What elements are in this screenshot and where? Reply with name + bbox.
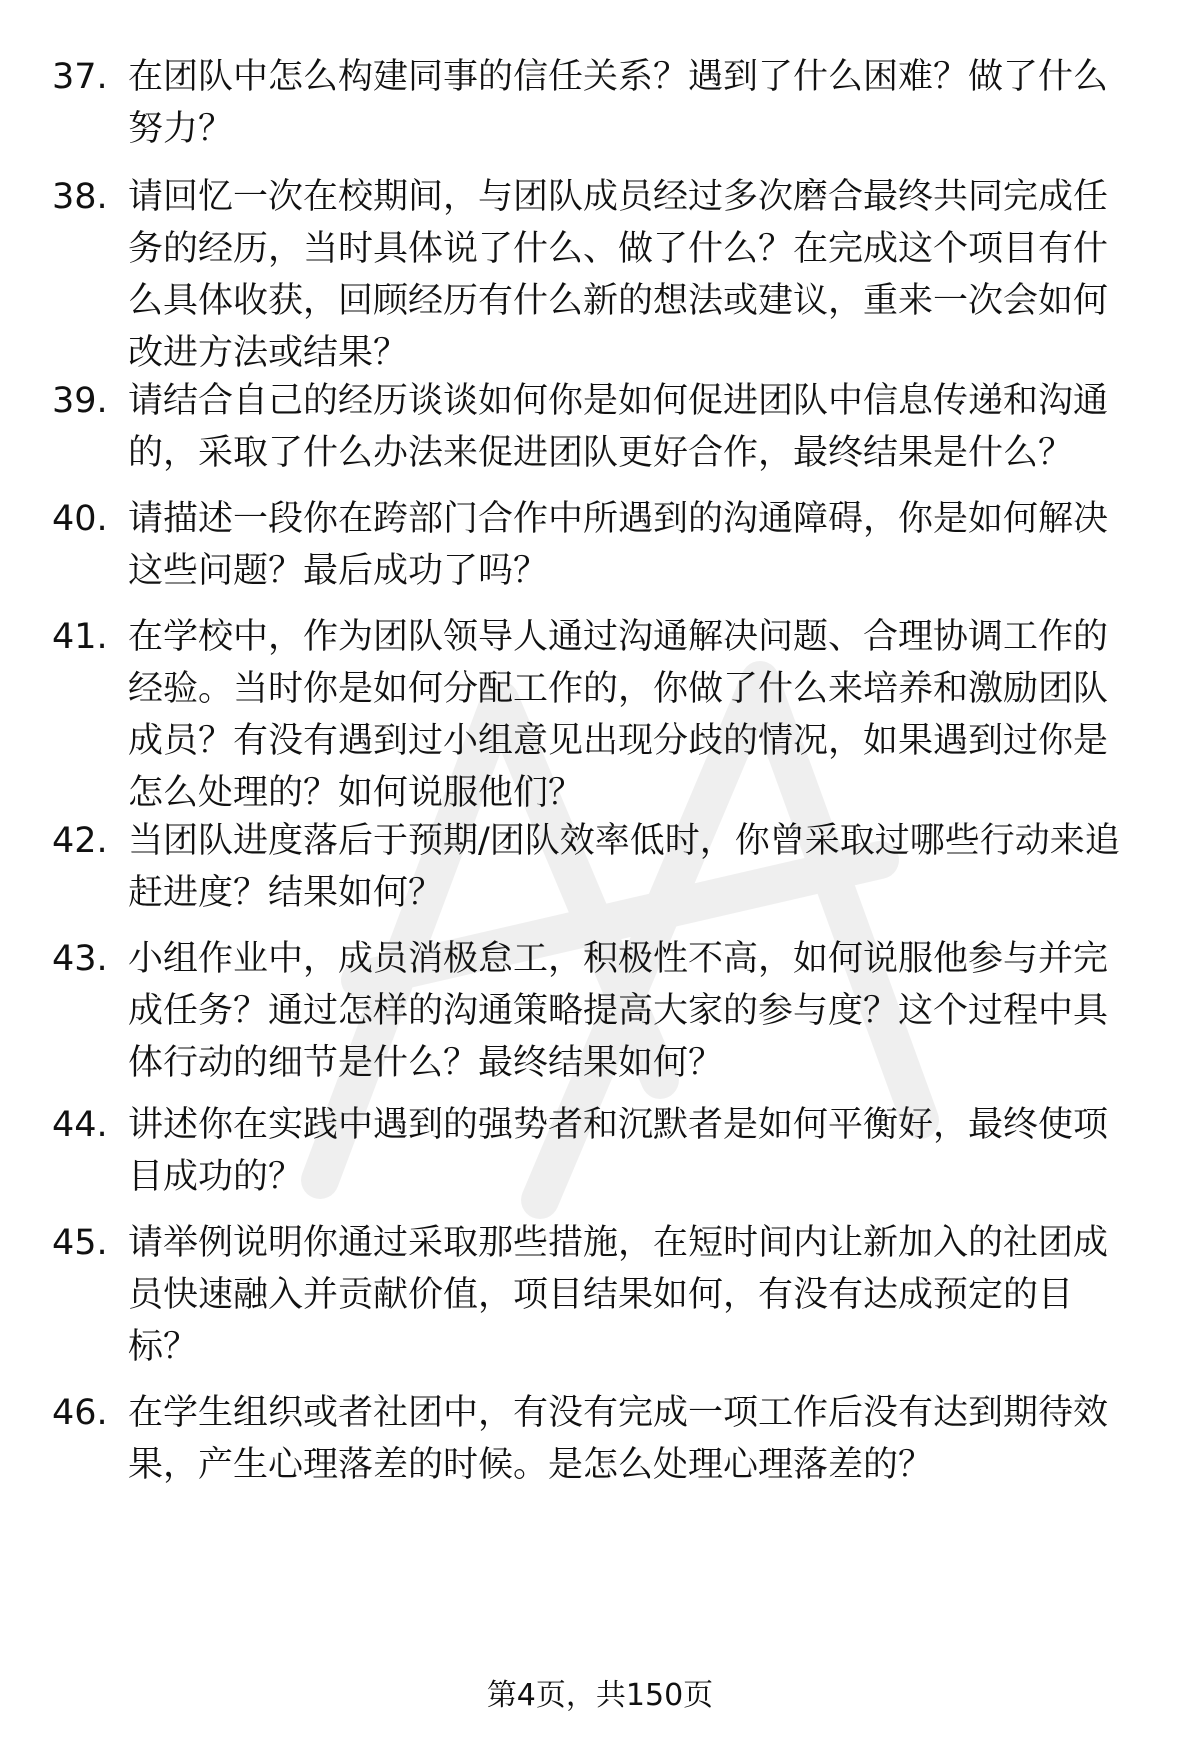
question-text-line: 请举例说明你通过采取那些措施，在短时间内让新加入的社团成	[128, 1223, 1109, 1263]
page-footer: 第4页，共150页	[486, 1678, 714, 1713]
question-number: 44.	[52, 1105, 108, 1145]
question-text-line: 标？	[128, 1327, 199, 1367]
question-text-line: 在团队中怎么构建同事的信任关系？遇到了什么困难？做了什么	[128, 57, 1109, 97]
question-text-line: 这些问题？最后成功了吗？	[128, 551, 549, 591]
question-number: 43.	[52, 939, 108, 979]
question-text-line: 的，采取了什么办法来促进团队更好合作，最终结果是什么？	[128, 433, 1074, 473]
question-text-line: 在学校中，作为团队领导人通过沟通解决问题、合理协调工作的	[128, 617, 1109, 657]
question-text-line: 怎么处理的？如何说服他们？	[128, 773, 584, 813]
question-text-line: 当团队进度落后于预期/团队效率低时，你曾采取过哪些行动来追	[128, 821, 1120, 861]
question-text-line: 体行动的细节是什么？最终结果如何？	[128, 1043, 724, 1083]
question-text-line: 请描述一段你在跨部门合作中所遇到的沟通障碍，你是如何解决	[128, 499, 1109, 539]
question-number: 46.	[52, 1393, 108, 1433]
question-text-line: 成任务？通过怎样的沟通策略提高大家的参与度？这个过程中具	[128, 991, 1109, 1031]
question-text-line: 果，产生心理落差的时候。是怎么处理心理落差的？	[128, 1445, 934, 1485]
question-text-line: 请回忆一次在校期间，与团队成员经过多次磨合最终共同完成任	[128, 177, 1109, 217]
question-number: 45.	[52, 1223, 108, 1263]
question-text-line: 经验。当时你是如何分配工作的，你做了什么来培养和激励团队	[128, 669, 1109, 709]
question-text-line: 小组作业中，成员消极怠工，积极性不高，如何说服他参与并完	[128, 939, 1109, 979]
question-text-line: 努力？	[128, 109, 234, 149]
question-text-line: 成员？有没有遇到过小组意见出现分歧的情况，如果遇到过你是	[128, 721, 1109, 761]
question-number: 41.	[52, 617, 108, 657]
question-text-line: 目成功的？	[128, 1157, 304, 1197]
question-number: 42.	[52, 821, 108, 861]
question-number: 40.	[52, 499, 108, 539]
question-text-line: 员快速融入并贡献价值，项目结果如何，有没有达成预定的目	[128, 1275, 1074, 1315]
question-number: 37.	[52, 57, 108, 97]
question-text-line: 务的经历，当时具体说了什么、做了什么？在完成这个项目有什	[128, 229, 1109, 269]
question-text-line: 讲述你在实践中遇到的强势者和沉默者是如何平衡好，最终使项	[128, 1105, 1109, 1145]
question-text-line: 请结合自己的经历谈谈如何你是如何促进团队中信息传递和沟通	[128, 381, 1109, 421]
question-text-line: 在学生组织或者社团中，有没有完成一项工作后没有达到期待效	[128, 1393, 1109, 1433]
question-text-line: 赶进度？结果如何？	[128, 873, 444, 913]
question-text-line: 改进方法或结果？	[128, 333, 409, 373]
question-number: 39.	[52, 381, 108, 421]
question-text-line: 么具体收获，回顾经历有什么新的想法或建议，重来一次会如何	[128, 281, 1109, 321]
question-number: 38.	[52, 177, 108, 217]
